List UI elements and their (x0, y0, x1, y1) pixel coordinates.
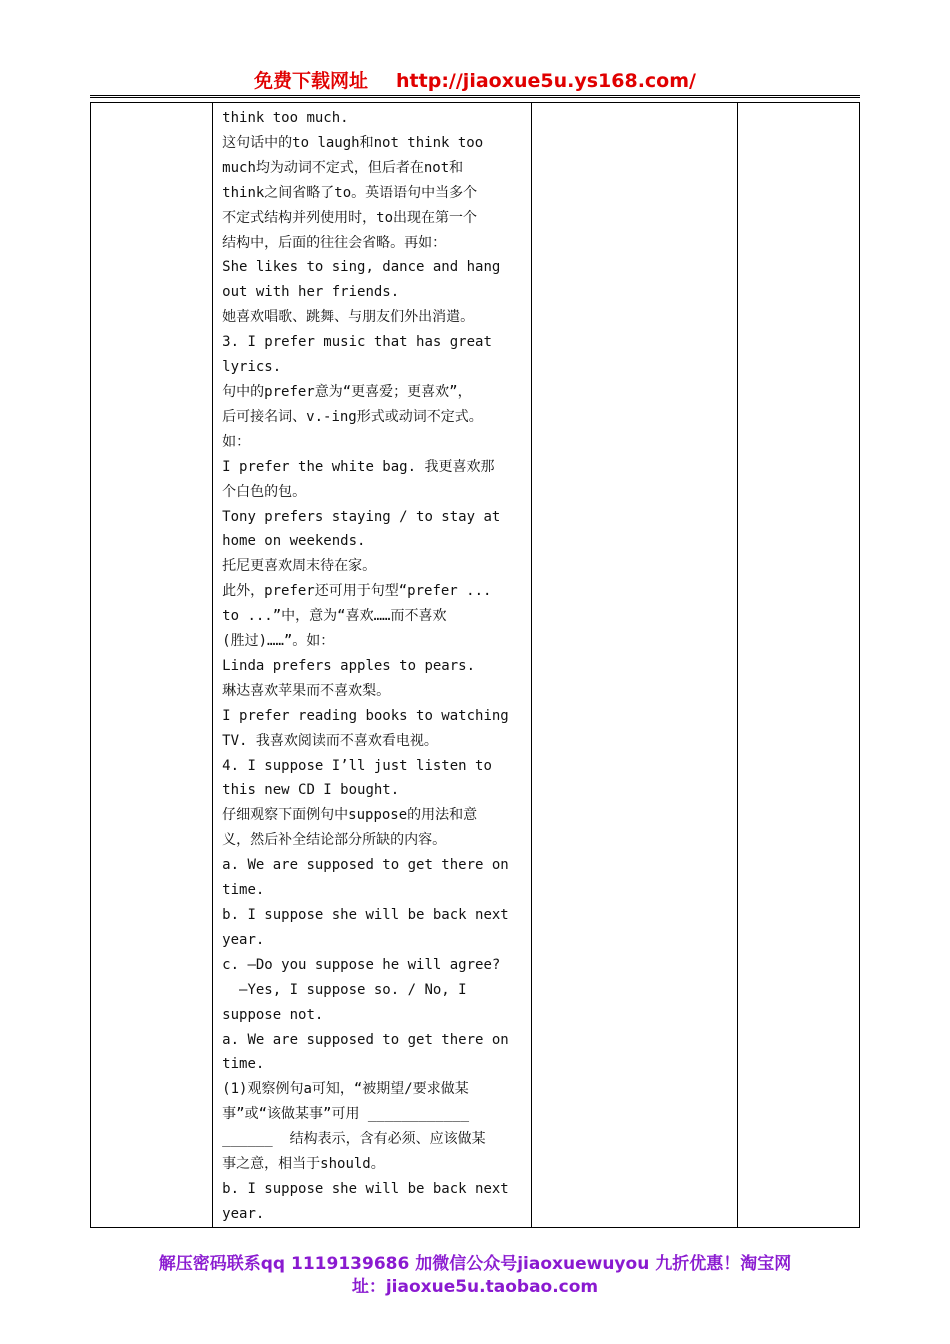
text-line: 3. I prefer music that has great (222, 334, 492, 351)
text-line: ______ 结构表示，含有必须、应该做某 (222, 1131, 486, 1148)
text-line: 义，然后补全结论部分所缺的内容。 (222, 832, 447, 849)
text-line: much均为动词不定式，但后者在not和 (222, 159, 464, 176)
text-line: to ...”中，意为“喜欢……而不喜欢 (222, 608, 447, 625)
text-line: I prefer the white bag. 我更喜欢那 (222, 458, 495, 475)
text-line: 仔细观察下面例句中suppose的用法和意 (222, 807, 478, 824)
text-line: Tony prefers staying / to stay at (222, 508, 501, 525)
text-line: (1)观察例句a可知，“被期望/要求做某 (222, 1081, 469, 1098)
text-line: a. We are supposed to get there on (222, 857, 509, 874)
text-line: 如： (222, 433, 251, 450)
footer-contact-line: 解压密码联系qq 1119139686 加微信公众号jiaoxuewuyou 九折优惠！淘宝网 (158, 1254, 792, 1274)
site-name: 免费下载网址 (254, 70, 369, 92)
text-line: think之间省略了to。英语语句中当多个 (222, 184, 478, 201)
text-line: time. (222, 1056, 265, 1073)
table-cell-left (91, 103, 213, 1228)
footer-shop-line[interactable]: 址：jiaoxue5u.taobao.com (351, 1277, 599, 1297)
text-line: 个白色的包。 (222, 483, 307, 500)
lesson-table (90, 102, 860, 1228)
text-line: suppose not. (222, 1006, 324, 1023)
table-cell-content (213, 103, 531, 1228)
lesson-text (213, 103, 530, 1227)
table-cell-right (737, 103, 859, 1228)
text-line: 她喜欢唱歌、跳舞、与朋友们外出消遣。 (222, 309, 475, 326)
text-line: time. (222, 882, 265, 899)
text-line: year. (222, 931, 265, 948)
text-line: 事”或“该做某事”可用 ____________ (222, 1106, 470, 1123)
text-line: 这句话中的to laugh和not think too (222, 134, 484, 151)
text-line: year. (222, 1205, 265, 1222)
text-line: 托尼更喜欢周末待在家。 (222, 558, 377, 575)
text-line: TV. 我喜欢阅读而不喜欢看电视。 (222, 732, 438, 749)
text-line: 结构中，后面的往往会省略。再如： (222, 234, 447, 251)
text-line: 后可接名词、v.-ing形式或动词不定式。 (222, 408, 483, 425)
table-cell-notes (531, 103, 737, 1228)
page-header (0, 66, 950, 93)
text-line: 不定式结构并列使用时，to出现在第一个 (222, 209, 478, 226)
text-line: think too much. (222, 110, 349, 126)
text-line: 此外，prefer还可用于句型“prefer ... (222, 583, 492, 600)
text-line: (胜过)……”。如： (222, 633, 335, 650)
header-divider-secondary (90, 97, 860, 98)
text-line: 4. I suppose I’ll just listen to (222, 757, 492, 774)
text-line: 句中的prefer意为“更喜爱；更喜欢”， (222, 383, 472, 400)
text-line: out with her friends. (222, 284, 400, 301)
text-line: I prefer reading books to watching (222, 707, 509, 724)
header-divider (90, 95, 860, 96)
table-row (91, 103, 860, 1228)
text-line: this new CD I bought. (222, 782, 400, 799)
site-url-link[interactable]: http://jiaoxue5u.ys168.com/ (396, 70, 696, 92)
page-footer (0, 1253, 950, 1299)
text-line: Linda prefers apples to pears. (222, 657, 476, 674)
text-line: b. I suppose she will be back next (222, 1180, 509, 1197)
text-line: 琳达喜欢苹果而不喜欢梨。 (222, 682, 391, 699)
text-line: 事之意，相当于should。 (222, 1156, 385, 1173)
text-line: She likes to sing, dance and hang (222, 259, 501, 276)
text-line: —Yes, I suppose so. / No, I (222, 981, 467, 998)
text-line: home on weekends. (222, 533, 366, 550)
text-line: c. —Do you suppose he will agree? (222, 956, 501, 973)
text-line: lyrics. (222, 359, 282, 376)
text-line: b. I suppose she will be back next (222, 907, 509, 923)
text-line: a. We are supposed to get there on (222, 1031, 509, 1048)
